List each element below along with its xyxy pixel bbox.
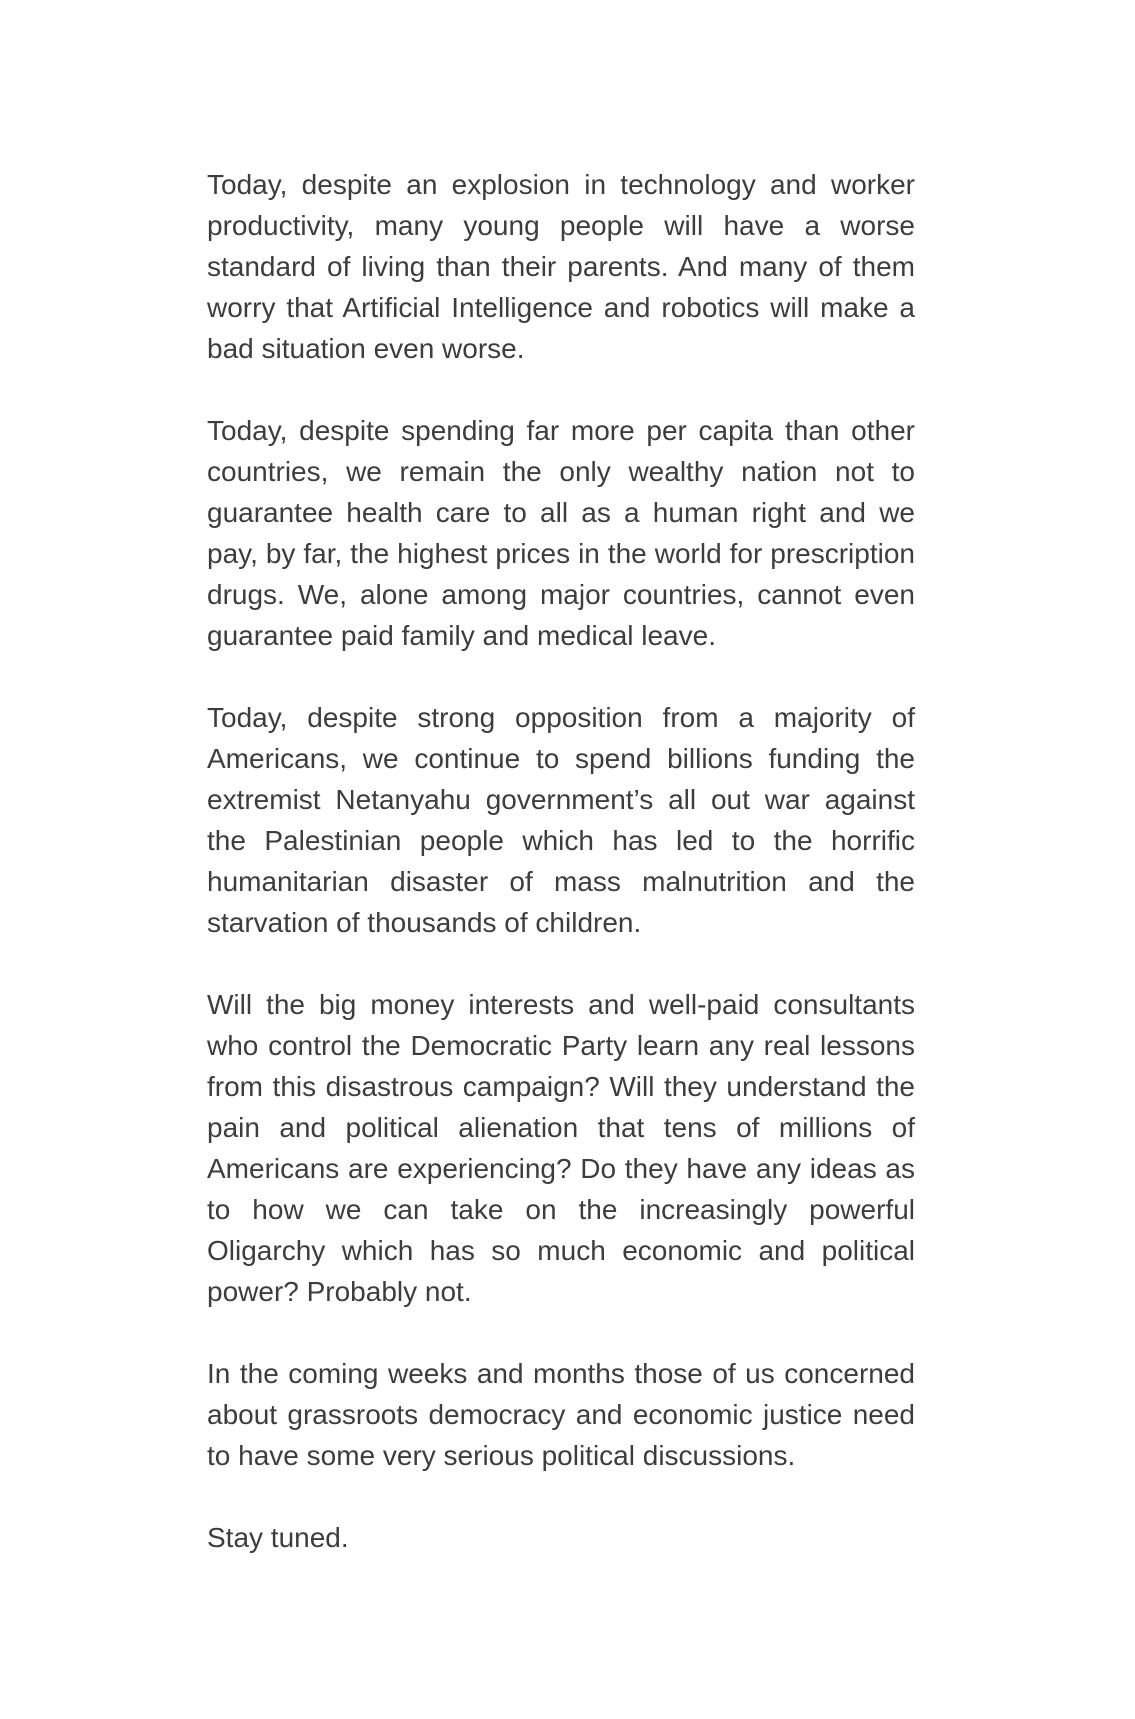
paragraph: Stay tuned. xyxy=(207,1522,349,1553)
paragraph: Will the big money interests and well-paid consultants who control the Democratic Party learn any real lessons from this disastrous campaign? Will they understand the pain and political alienation that tens of millions of Americans are experiencing? Do they have any ideas as to how we can take on the increasingly powerful Oligarchy which has so much economic and political power? Probably not. xyxy=(207,989,915,1307)
article-body xyxy=(207,164,915,1558)
paragraph: Today, despite an explosion in technology and worker productivity, many young people will have a worse standard of living than their parents. And many of them worry that Artificial Intelligence and robotics will make a bad situation even worse. xyxy=(207,169,915,364)
paragraph: Today, despite spending far more per capita than other countries, we remain the only wealthy nation not to guarantee health care to all as a human right and we pay, by far, the highest prices in the world for prescription drugs. We, alone among major countries, cannot even guarantee paid family and medical leave. xyxy=(207,415,915,651)
paragraph: Today, despite strong opposition from a majority of Americans, we continue to spend billions funding the extremist Netanyahu government’s all out war against the Palestinian people which has led to the horrific humanitarian disaster of mass malnutrition and the starvation of thousands of children. xyxy=(207,702,915,938)
paragraph: In the coming weeks and months those of us concerned about grassroots democracy and economic justice need to have some very serious political discussions. xyxy=(207,1358,915,1471)
